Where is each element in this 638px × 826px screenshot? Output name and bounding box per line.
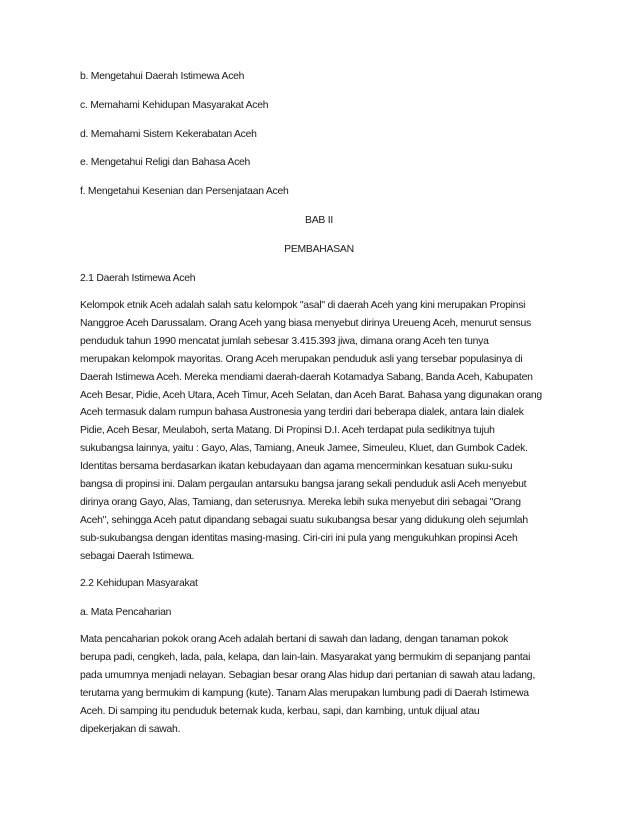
section-2-1-paragraph bbox=[80, 297, 570, 566]
paragraph-line: sukubangsa lainnya, yaitu : Gayo, Alas, Tamiang, Aneuk Jamee, Simeuleu, Kluet, dan Gumbok Cadek. bbox=[80, 443, 528, 455]
section-2-1-heading: 2.1 Daerah Istimewa Aceh bbox=[80, 273, 196, 284]
chapter-title: PEMBAHASAN bbox=[284, 244, 354, 255]
paragraph-line: Aceh Besar, Pidie, Aceh Utara, Aceh Timur, Aceh Selatan, dan Aceh Barat. Bahasa yang digunakan orang bbox=[80, 389, 542, 401]
paragraph-line: dipekerjakan di sawah. bbox=[80, 723, 181, 735]
paragraph-line: Aceh", sehingga Aceh patut dipandang sebagai suatu sukubangsa besar yang didukung oleh sejumlah bbox=[80, 514, 528, 526]
paragraph-line: merupakan kelompok mayoritas. Orang Aceh merupakan penduduk asli yang tersebar populasinya di bbox=[80, 353, 523, 365]
chapter-number: BAB II bbox=[305, 215, 333, 226]
paragraph-line: Nanggroe Aceh Darussalam. Orang Aceh yang biasa menyebut dirinya Ureueng Aceh, menurut sensus bbox=[80, 317, 531, 329]
objective-e: e. Mengetahui Religi dan Bahasa Aceh bbox=[80, 157, 251, 168]
paragraph-line: bangsa di propinsi ini. Dalam pergaulan antarsuku bangsa jarang sekali penduduk asli Aceh menyebut bbox=[80, 479, 527, 491]
section-2-2-heading: 2.2 Kehidupan Masyarakat bbox=[80, 578, 198, 589]
objective-d: d. Memahami Sistem Kekerabatan Aceh bbox=[80, 129, 257, 140]
paragraph-line: Aceh termasuk dalam rumpun bahasa Austronesia yang terdiri dari beberapa dialek, antara lain dialek bbox=[80, 407, 524, 419]
objective-f: f. Mengetahui Kesenian dan Persenjataan Aceh bbox=[80, 186, 289, 197]
paragraph-line: pada umumnya menjadi nelayan. Sebagian besar orang Alas hidup dari pertanian di sawah atau ladang, bbox=[80, 669, 535, 681]
paragraph-line: Pidie, Aceh Besar, Meulaboh, serta Matang. Di Propinsi D.I. Aceh terdapat pula sedikitnya tujuh bbox=[80, 425, 495, 437]
paragraph-line: berupa padi, cengkeh, lada, pala, kelapa, dan lain-lain. Masyarakat yang bermukim di sepanjang pantai bbox=[80, 651, 531, 663]
section-2-2-paragraph bbox=[80, 631, 570, 738]
paragraph-line: dirinya orang Gayo, Alas, Tamiang, dan seterusnya. Mereka lebih suka menyebut diri sebagai "Orang bbox=[80, 496, 521, 508]
section-2-2-subheading: a. Mata Pencaharian bbox=[80, 607, 172, 618]
objective-b: b. Mengetahui Daerah Istimewa Aceh bbox=[80, 71, 245, 82]
paragraph-line: sebagai Daerah Istimewa. bbox=[80, 550, 195, 562]
paragraph-line: Daerah Istimewa Aceh. Mereka mendiami daerah-daerah Kotamadya Sabang, Banda Aceh, Kabupaten bbox=[80, 371, 533, 383]
paragraph-line: Identitas bersama berdasarkan ikatan kebudayaan dan agama mencerminkan kesatuan suku-suku bbox=[80, 461, 513, 473]
paragraph-line: Mata pencaharian pokok orang Aceh adalah bertani di sawah dan ladang, dengan tanaman pokok bbox=[80, 634, 509, 645]
paragraph-line: Kelompok etnik Aceh adalah salah satu kelompok "asal" di daerah Aceh yang kini merupakan Propinsi bbox=[80, 300, 526, 311]
paragraph-line: penduduk tahun 1990 mencatat jumlah sebesar 3.415.393 jiwa, dimana orang Aceh ten tunya bbox=[80, 335, 489, 347]
paragraph-line: Aceh. Di samping itu penduduk beternak kuda, kerbau, sapi, dan kambing, untuk dijual atau bbox=[80, 705, 480, 717]
objective-c: c. Memahami Kehidupan Masyarakat Aceh bbox=[80, 100, 269, 111]
paragraph-line: terutama yang bermukim di kampung (kute). Tanam Alas merupakan lumbung padi di Daerah Istimewa bbox=[80, 687, 529, 699]
paragraph-line: sub-sukubangsa dengan identitas masing-masing. Ciri-ciri ini pula yang mengukuhkan propinsi Aceh bbox=[80, 532, 518, 544]
